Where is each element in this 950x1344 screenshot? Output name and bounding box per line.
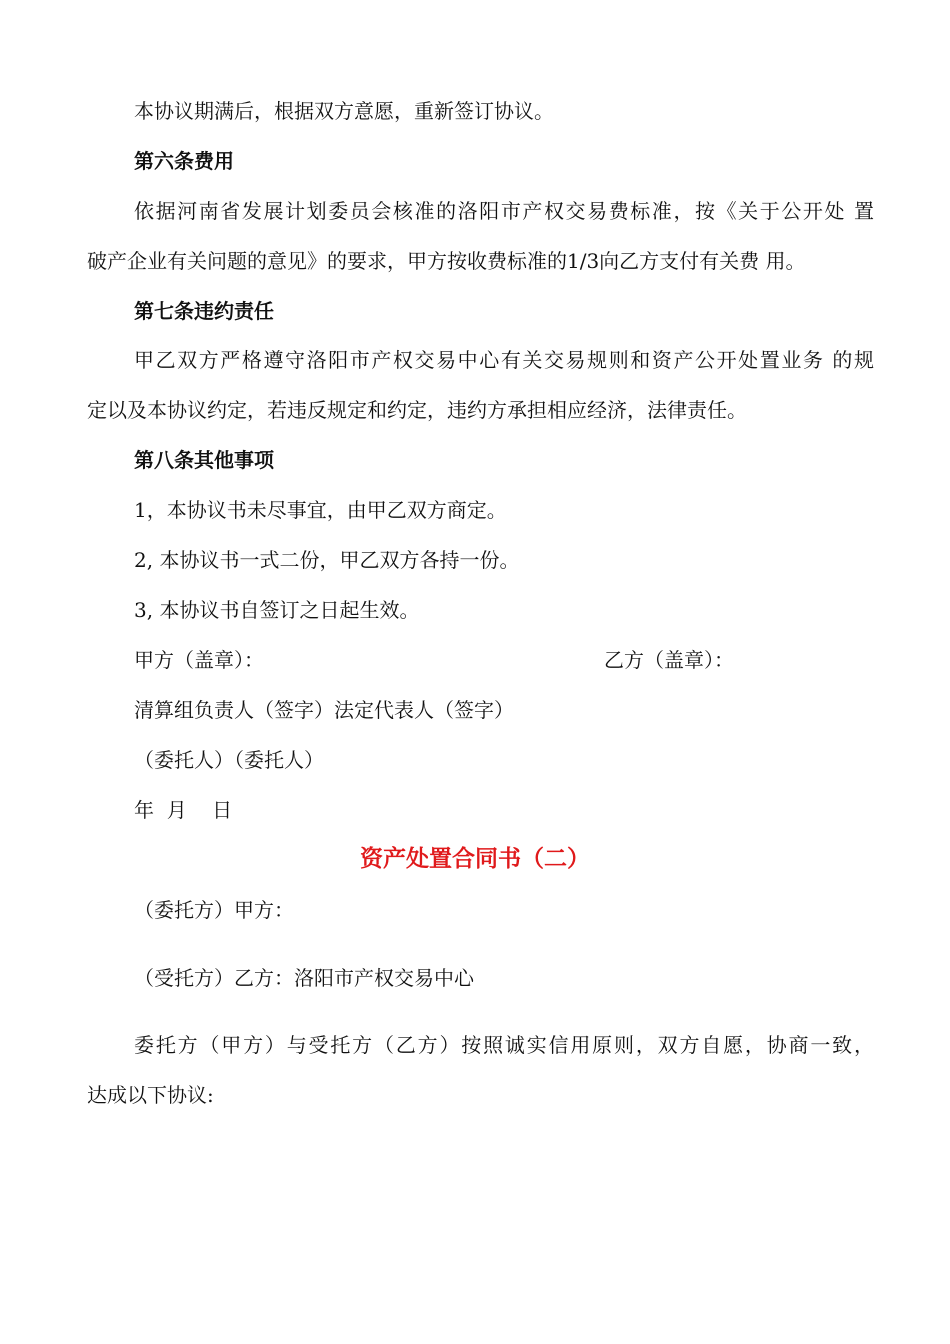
article-6-text-line-2: 破产企业有关问题的意见》的要求，甲方按收费标准的1/3向乙方支付有关费 用。 [87,249,806,273]
date-label: 年 月 日 [134,798,233,822]
article-8-heading: 第八条其他事项 [134,448,274,472]
intro-line-2: 达成以下协议: [87,1083,214,1107]
party-b-seal-label: 乙方（盖章）： [604,648,734,672]
renewal-clause: 本协议期满后，根据双方意愿，重新签订协议。 [134,99,554,123]
article-6-heading: 第六条费用 [134,149,234,173]
party-b-label: （受托方）乙方：洛阳市产权交易中心 [134,966,474,990]
agents-label: （委托人）（委托人） [134,748,324,772]
party-a-label: （委托方）甲方： [134,898,294,922]
article-8-item-3: 3, 本协议书自签订之日起生效。 [134,598,420,622]
article-7-text-line-2: 定以及本协议约定，若违反规定和约定，违约方承担相应经济，法律责任。 [87,398,747,422]
signers-label: 清算组负责人（签字）法定代表人（签字） [134,698,514,722]
article-8-item-2: 2, 本协议书一式二份，甲乙双方各持一份。 [134,548,520,572]
article-6-text-line-1: 依据河南省发展计划委员会核准的洛阳市产权交易费标准，按《关于公开处 置 [134,199,874,223]
contract-2-title: 资产处置合同书（二） [360,845,590,872]
party-a-seal-label: 甲方（盖章）： [134,648,264,672]
article-8-item-1: 1，本协议书未尽事宜，由甲乙双方商定。 [134,498,507,522]
article-7-text-line-1: 甲乙双方严格遵守洛阳市产权交易中心有关交易规则和资产公开处置业务 的规 [134,348,874,372]
intro-line-1: 委托方（甲方）与受托方（乙方）按照诚实信用原则，双方自愿，协商一致， [134,1033,874,1057]
article-7-heading: 第七条违约责任 [134,299,274,323]
